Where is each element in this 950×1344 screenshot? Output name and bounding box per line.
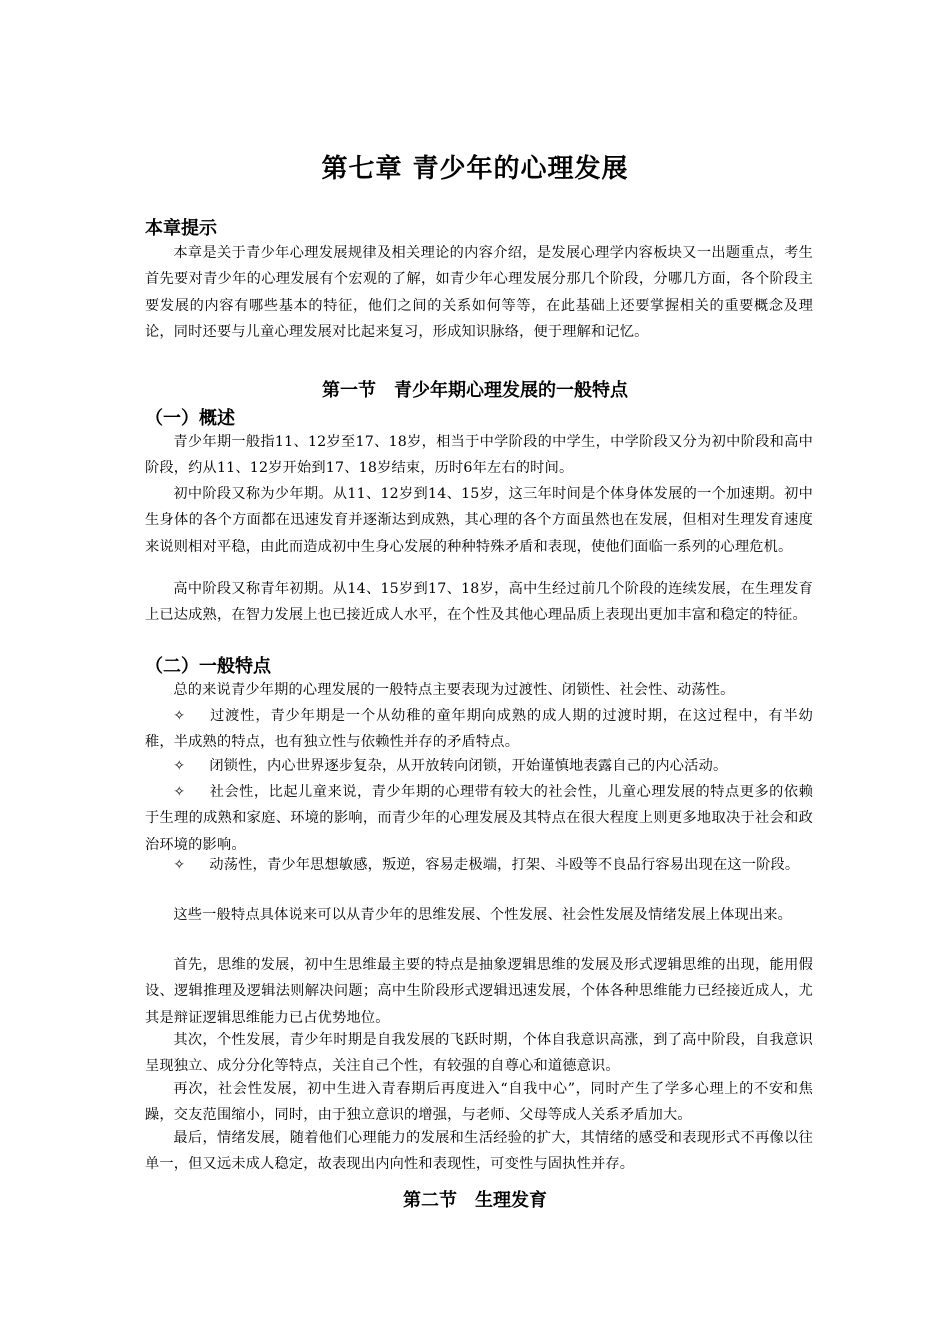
diamond-bullet-icon: ✧ [173,708,186,724]
section2-heading: 生理发育 [475,1190,547,1211]
bullet-closedness [145,753,813,779]
bullet-sociality [145,779,813,858]
section2-number: 第二节 [403,1190,457,1211]
personality-paragraph: 其次，个性发展，青少年时期是自我发展的飞跃时期，个体自我意识高涨，到了高中阶段，自我意识呈现独立、成分分化等特点，关注自己个性，有较强的自尊心和道德意识。 [145,1032,813,1075]
thinking-paragraph: 首先，思维的发展，初中生思维最主要的特点是抽象逻辑思维的发展及形式逻辑思维的出现，能用假设、逻辑推理及逻辑法则解决问题；高中生阶段形式逻辑迅速发展，个体各种思维能力已经接近成人，尤其是辩证逻辑思维能力已占优势地位。 [145,957,813,1026]
overview-paragraph-1: 青少年期一般指11、12岁至17、18岁，相当于中学阶段的中学生，中学阶段又分为初中阶段和高中阶段，约从11、12岁开始到17、18岁结束，历时6年左右的时间。 [145,434,813,477]
social-paragraph: 再次，社会性发展，初中生进入青春期后再度进入“自我中心”，同时产生了学多心理上的不安和焦躁，交友范围缩小，同时，由于独立意识的增强，与老师、父母等成人关系矛盾加大。 [145,1081,813,1124]
diamond-bullet-icon: ✧ [173,857,186,873]
overview-heading: （一）概述 [145,408,235,429]
diamond-bullet-icon: ✧ [173,758,186,774]
bullet-text: 动荡性，青少年思想敏感，叛逆，容易走极端，打架、斗殴等不良品行容易出现在这一阶段。 [209,857,800,873]
features-summary-paragraph: 这些一般特点具体说来可以从青少年的思维发展、个性发展、社会性发展及情绪发展上体现出来。 [173,907,793,923]
general-features-heading: （二）一般特点 [145,656,271,677]
overview-paragraph-3: 高中阶段又称青年初期。从14、15岁到17、18岁，高中生经过前几个阶段的连续发展，在生理发育上已达成熟，在智力发展上也已接近成人水平，在个性及其他心理品质上表现出更加丰富和稳定的特征。 [145,581,813,624]
bullet-turbulence [145,852,813,878]
section2-title [0,1186,950,1212]
bullet-text: 过渡性，青少年期是一个从幼稚的童年期向成熟的成人期的过渡时期，在这过程中，有半幼稚，半成熟的特点，也有独立性与依赖性并存的矛盾特点。 [145,708,813,751]
tip-heading: 本章提示 [145,218,217,239]
overview-paragraph-2: 初中阶段又称为少年期。从11、12岁到14、15岁，这三年时间是个体身体发展的一个加速期。初中生身体的各个方面都在迅速发育并逐渐达到成熟，其心理的各个方面虽然也在发展，但相对生理发育速度来说则相对平稳，由此而造成初中生身心发展的种种特殊矛盾和表现，使他们面临一系列的心理危机。 [145,486,813,555]
general-features-intro: 总的来说青少年期的心理发展的一般特点主要表现为过渡性、闭锁性、社会性、动荡性。 [173,682,735,698]
tip-paragraph: 本章是关于青少年心理发展规律及相关理论的内容介绍，是发展心理学内容板块又一出题重点，考生首先要对青少年的心理发展有个宏观的了解，如青少年心理发展分那几个阶段，分哪几方面，各个阶段主要发展的内容有哪些基本的特征，他们之间的关系如何等等，在此基础上还要掌握相关的重要概念及理论，同时还要与儿童心理发展对比起来复习，形成知识脉络，便于理解和记忆。 [145,245,813,340]
bullet-text: 闭锁性，内心世界逐步复杂，从开放转向闭锁，开始谨慎地表露自己的内心活动。 [209,758,728,774]
section1-number: 第一节 [322,380,376,401]
bullet-text: 社会性，比起儿童来说，青少年期的心理带有较大的社会性，儿童心理发展的特点更多的依赖于生理的成熟和家庭、环境的影响，而青少年的心理发展及其特点在很大程度上则更多地取决于社会和政治环境的影响。 [145,784,813,853]
diamond-bullet-icon: ✧ [173,784,186,800]
bullet-transitional [145,703,813,756]
chapter-title: 第七章 青少年的心理发展 [321,154,629,184]
emotion-paragraph: 最后，情绪发展，随着他们心理能力的发展和生活经验的扩大，其情绪的感受和表现形式不再像以往单一，但又远未成人稳定，故表现出内向性和表现性，可变性与固执性并存。 [145,1130,813,1173]
section1-heading: 青少年期心理发展的一般特点 [394,380,628,401]
section1-title [0,376,950,402]
